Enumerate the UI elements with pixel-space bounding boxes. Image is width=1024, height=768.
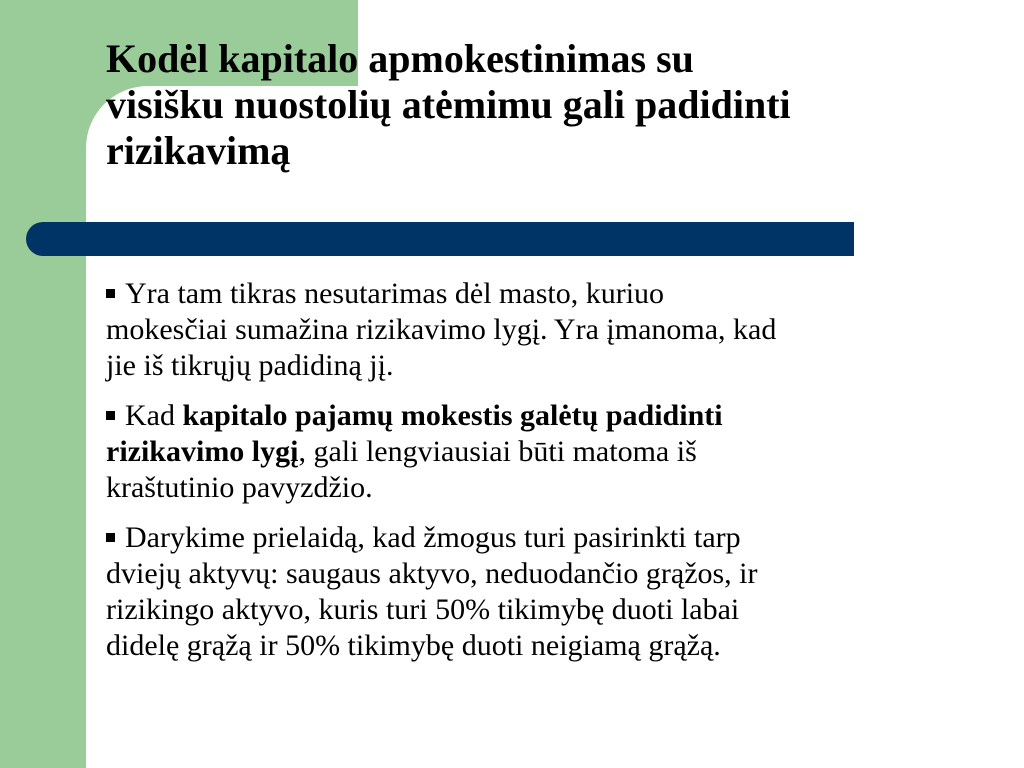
bullet-line: mokesčiai sumažina rizikavimo lygį. Yra įmanoma, kad [106,313,777,346]
square-bullet-icon [106,289,115,298]
bullet-line [106,520,1006,556]
bullet-line [106,276,1006,312]
bullet-item-1 [106,276,1006,384]
bullet-item-3 [106,520,1006,664]
bullet-bold-text: rizikavimo lygį [106,435,299,468]
bullet-line: rizikingo aktyvo, kuris turi 50% tikimybę duoti labai [106,593,740,626]
bullet-line: dviejų aktyvų: saugaus aktyvo, neduodančio grąžos, ir [106,557,758,590]
square-bullet-icon [106,411,115,420]
bullet-text: Yra tam tikras nesutarimas dėl masto, kuriuo [125,277,665,310]
bullet-line [106,434,1006,470]
bullet-list [106,276,1006,678]
title-line: visišku nuostolių atėmimu gali padidinti [106,82,791,127]
bullet-line: didelę grąžą ir 50% tikimybę duoti neigiamą grąžą. [106,629,721,662]
bullet-item-2 [106,398,1006,506]
bullet-text: Kad [125,399,183,432]
bullet-line: jie iš tikrųjų padidiną jį. [106,349,394,382]
bullet-line: kraštutinio pavyzdžio. [106,471,373,504]
bullet-text: , gali lengviausiai būti matoma iš [298,435,697,468]
title-divider-bar [26,222,854,256]
bullet-bold-text: kapitalo pajamų mokestis galėtų padidinti [182,399,723,432]
square-bullet-icon [106,533,115,542]
bullet-line [106,398,1006,434]
title-line: Kodėl kapitalo apmokestinimas su [106,36,694,81]
title-line: rizikavimą [106,128,291,173]
slide-title [106,36,1006,174]
bullet-text: Darykime prielaidą, kad žmogus turi pasirinkti tarp [125,521,741,554]
